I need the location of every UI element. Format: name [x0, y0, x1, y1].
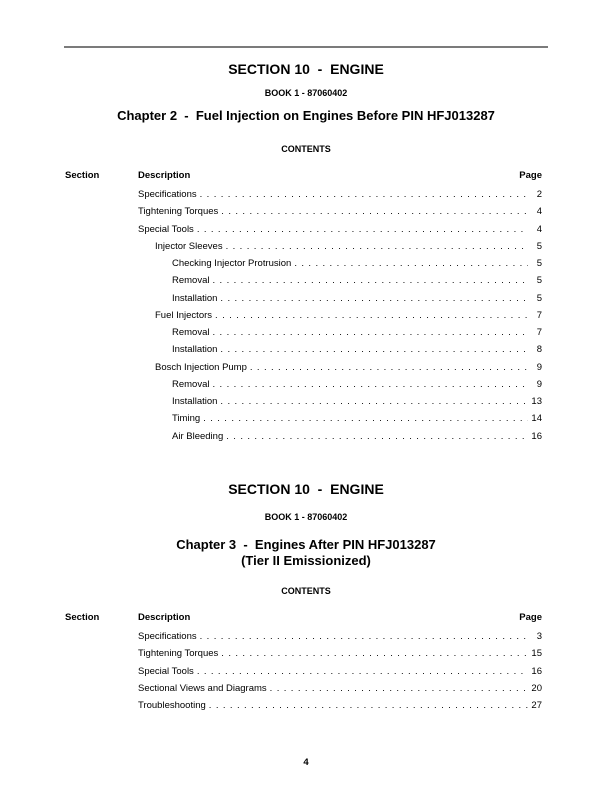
toc-row — [65, 376, 542, 393]
toc-row — [65, 307, 542, 324]
toc-chapter3 — [65, 608, 542, 714]
toc-entry-label: Installation — [172, 292, 218, 304]
dot-leader — [221, 645, 528, 662]
dot-leader — [197, 221, 528, 238]
toc-entry-page: 9 — [536, 378, 542, 390]
toc-entry-page: 5 — [536, 292, 542, 304]
book-subtitle: BOOK 1 - 87060402 — [264, 88, 348, 98]
toc-row — [65, 238, 542, 255]
toc-entry-page: 15 — [531, 648, 542, 660]
dot-leader — [294, 255, 528, 272]
toc-row — [65, 645, 542, 662]
contents-label: CONTENTS — [281, 144, 331, 154]
dot-leader — [209, 697, 528, 714]
toc-row — [65, 272, 542, 289]
toc-entry-label: Installation — [172, 396, 218, 407]
toc-row — [65, 410, 542, 427]
chapter-title: Chapter 3 - Engines After PIN HFJ013287 — [176, 537, 436, 552]
column-header-page: Page — [519, 612, 542, 623]
toc-entry-page: 5 — [536, 240, 542, 252]
toc-entry-label: Installation — [172, 344, 218, 356]
toc-entry-page: 14 — [531, 413, 542, 425]
toc-entry-label: Tightening Torques — [138, 648, 219, 660]
dot-leader — [220, 341, 528, 358]
header-rule — [64, 46, 548, 48]
toc-entry-page: 4 — [536, 223, 542, 235]
toc-entry-page: 5 — [536, 258, 542, 269]
toc-entry-page: 9 — [536, 361, 542, 373]
dot-leader — [200, 628, 528, 645]
toc-row — [65, 324, 542, 341]
toc-entry-label: Timing — [172, 413, 201, 425]
toc-row — [65, 697, 542, 714]
toc-entry-page: 4 — [536, 206, 542, 218]
dot-leader — [226, 238, 528, 255]
toc-entry-label: Removal — [172, 378, 210, 390]
dot-leader — [213, 272, 529, 289]
toc-row — [65, 290, 542, 307]
section-title: SECTION 10 - ENGINE — [228, 61, 384, 77]
dot-leader — [215, 307, 528, 324]
dot-leader — [221, 203, 528, 220]
page-number: 4 — [303, 757, 309, 768]
column-header-description: Description — [138, 612, 191, 623]
contents-label: CONTENTS — [281, 586, 331, 596]
toc-row — [65, 221, 542, 238]
column-header-section: Section — [65, 170, 100, 181]
toc-row — [65, 628, 542, 645]
toc-row — [65, 186, 542, 203]
toc-header-row — [65, 166, 542, 186]
toc-row — [65, 359, 542, 376]
toc-entry-label: Tightening Torques — [138, 206, 219, 218]
toc-entry-page: 7 — [536, 327, 542, 338]
column-header-section: Section — [65, 612, 100, 623]
toc-row — [65, 203, 542, 220]
toc-entry-page: 7 — [536, 309, 542, 321]
dot-leader — [250, 359, 528, 376]
dot-leader — [226, 428, 528, 445]
toc-row — [65, 680, 542, 697]
dot-leader — [203, 410, 528, 427]
toc-entry-page: 20 — [531, 682, 542, 694]
toc-entry-label: Fuel Injectors — [155, 309, 213, 321]
dot-leader — [197, 663, 528, 680]
section-title: SECTION 10 - ENGINE — [228, 481, 384, 497]
toc-entry-page: 8 — [536, 344, 542, 356]
toc-header-row — [65, 608, 542, 628]
toc-entry-label: Specifications — [138, 189, 197, 200]
dot-leader — [220, 393, 528, 410]
dot-leader — [200, 186, 528, 203]
toc-entry-label: Injector Sleeves — [155, 240, 223, 252]
toc-entry-page: 16 — [531, 430, 542, 442]
chapter-title: Chapter 2 - Fuel Injection on Engines Before PIN HFJ013287 — [117, 108, 495, 123]
chapter-title-line2: (Tier II Emissionized) — [241, 553, 371, 568]
toc-row — [65, 663, 542, 680]
column-header-description: Description — [138, 170, 191, 181]
toc-entry-page: 27 — [531, 700, 542, 711]
dot-leader — [220, 290, 528, 307]
book-subtitle: BOOK 1 - 87060402 — [264, 512, 348, 522]
toc-row — [65, 341, 542, 358]
toc-entry-label: Special Tools — [138, 223, 194, 235]
toc-entry-label: Sectional Views and Diagrams — [138, 682, 267, 694]
column-header-page: Page — [519, 170, 542, 181]
dot-leader — [213, 376, 529, 393]
dot-leader — [213, 324, 529, 341]
toc-entry-label: Troubleshooting — [138, 700, 206, 711]
toc-entry-label: Bosch Injection Pump — [155, 361, 247, 373]
toc-chapter2 — [65, 166, 542, 445]
toc-entry-page: 2 — [536, 189, 542, 200]
toc-entry-page: 5 — [536, 275, 542, 287]
toc-entry-page: 3 — [536, 631, 542, 642]
toc-entry-page: 16 — [531, 665, 542, 677]
toc-entry-label: Air Bleeding — [172, 430, 224, 442]
toc-entry-page: 13 — [531, 396, 542, 407]
dot-leader — [270, 680, 528, 697]
toc-entry-label: Checking Injector Protrusion — [172, 258, 292, 269]
toc-entry-label: Specifications — [138, 631, 197, 642]
toc-entry-label: Special Tools — [138, 665, 194, 677]
toc-row — [65, 393, 542, 410]
toc-entry-label: Removal — [172, 275, 210, 287]
toc-entry-label: Removal — [172, 327, 210, 338]
toc-row — [65, 428, 542, 445]
toc-row — [65, 255, 542, 272]
